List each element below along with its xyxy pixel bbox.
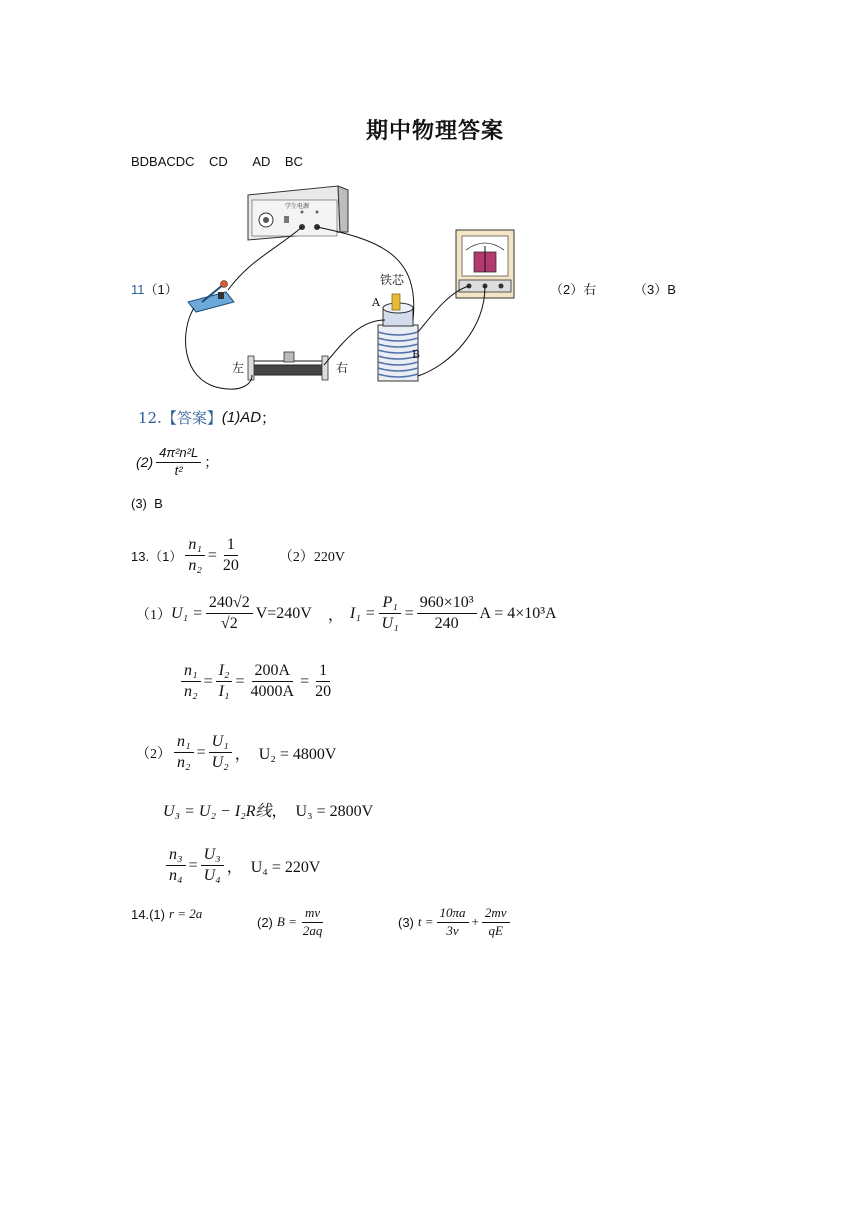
q13-work1-result: V=240V xyxy=(255,604,312,622)
q13-work1-power-fraction xyxy=(379,594,402,634)
q13-work2-turns-numerator: n₁ xyxy=(181,662,201,682)
q13-work2-amp-fraction xyxy=(248,662,298,702)
q13-work5-turns-numerator: n₃ xyxy=(166,846,186,866)
q13-equals: = xyxy=(207,546,217,564)
page-title: 期中物理答案 xyxy=(366,118,505,144)
q13-work4 xyxy=(163,798,373,821)
q12-line2 xyxy=(136,446,218,479)
q13-work1 xyxy=(136,594,557,634)
q13-work4-expression: U₃ = U₂ − I₂R线 xyxy=(163,803,272,820)
q14-part3-plus: + xyxy=(471,914,479,930)
q12-part2-prefix: (2) xyxy=(136,454,154,471)
q14-part3-denominator2: qE xyxy=(488,922,503,938)
q13-work1-value-denominator: 240 xyxy=(434,615,459,633)
q13-ratio-numerator: n₁ xyxy=(185,536,205,556)
q13-work2-amp-numerator: 200A xyxy=(252,662,294,682)
q14-part3-fraction2 xyxy=(482,906,510,939)
q13-work4-result: ， U₃ = 2800V xyxy=(271,803,374,820)
q14-part2-numerator: mv xyxy=(302,906,323,923)
rheostat-right-label: 右 xyxy=(336,361,349,375)
q12-part3: (3) B xyxy=(131,496,163,511)
rheostat-left-label: 左 xyxy=(232,361,245,375)
rheostat-icon xyxy=(232,352,348,380)
q11-number: 11 xyxy=(131,282,145,297)
q13-work1-prefix: （1） xyxy=(136,607,171,623)
q13-work3-turns-numerator: n₁ xyxy=(174,733,194,753)
q14-line xyxy=(131,906,202,922)
q13-work1-power-denominator: U₁ xyxy=(381,615,399,633)
q13-work2-turns-fraction xyxy=(181,662,201,702)
coil-icon xyxy=(371,272,420,381)
q13-work1-power-numerator: P₁ xyxy=(379,594,400,614)
q13-work1-u1: U₁ = xyxy=(171,604,203,622)
q13-work2-ratio-fraction xyxy=(312,662,334,702)
q13-work2-amp-denominator: 4000A xyxy=(250,683,295,701)
q13-work5-voltage-denominator: U₄ xyxy=(203,867,221,885)
q11-part1: （1） xyxy=(144,282,178,297)
q14-part3-numerator1: 10πa xyxy=(437,906,469,923)
q13-work5: $\frac{\text{n₃}}{\text{n₄}}$ = $\frac{\text{U₃}}{\text{U₄}}$ ， U₄ = 220V xyxy=(163,846,320,886)
q13-work1-fraction xyxy=(206,594,253,634)
q12-part2-denominator: t² xyxy=(174,462,183,478)
q14-part2 xyxy=(257,906,328,939)
q14-part1-expression: r = 2a xyxy=(168,906,203,921)
q14-part2-label: (2) xyxy=(257,914,273,930)
q13-work1-numerator: 240√2 xyxy=(206,594,253,614)
q13-work1-equals: = xyxy=(404,604,414,622)
q13-work3-turns-denominator: n₂ xyxy=(177,754,191,772)
q11-part3: （3）B xyxy=(634,282,676,297)
q13-ratio-value-denominator: 20 xyxy=(222,557,239,575)
q11-line xyxy=(131,279,178,298)
q13-work5-voltage-fraction xyxy=(201,846,224,886)
q13-work1-denominator: √2 xyxy=(220,615,238,633)
iron-core-label: 铁芯 xyxy=(380,273,405,287)
q13-work1-current-result: A = 4×10³A xyxy=(479,604,557,622)
q12-part2-fraction xyxy=(156,446,201,479)
q13-work3: （2） $\frac{\text{n₁}}{\text{n₂}}$ = $\frac{\text{U₁}}{\text{U₂}}$ ， U₂ = 4800V xyxy=(136,733,337,772)
q13-work3-voltage-fraction xyxy=(209,733,232,773)
q13-work3-voltage-denominator: U₂ xyxy=(211,754,229,772)
coil-label-b: B xyxy=(412,348,421,361)
q12-line1 xyxy=(138,407,276,428)
q13-work2-current-numerator: I₂ xyxy=(216,662,233,682)
q13-ratio-value-numerator: 1 xyxy=(224,536,238,556)
q12-answer-tag: 【答案】 xyxy=(161,409,222,427)
q14-part1-label: 14.(1) xyxy=(131,906,165,922)
q14-part2-fraction xyxy=(300,906,326,939)
q14-part3-label: (3) xyxy=(398,914,414,930)
q13-work2-ratio-numerator: 1 xyxy=(316,662,330,682)
q13-work5-turns-denominator: n₄ xyxy=(169,867,183,885)
q14-part3-numerator2: 2mv xyxy=(482,906,510,923)
q13-ratio-value xyxy=(220,536,242,576)
q13-work3-prefix: （2） xyxy=(136,746,171,762)
q13-work1-value-fraction xyxy=(417,594,477,634)
q14-part2-denominator: 2aq xyxy=(302,922,323,938)
q13-work2-current-fraction xyxy=(216,662,233,702)
q13-work1-value-numerator: 960×10³ xyxy=(417,594,477,614)
q12-part2-end: ； xyxy=(204,454,219,471)
q13-work3-voltage-numerator: U₁ xyxy=(209,733,232,753)
q13-work5-turns-fraction xyxy=(166,846,186,886)
q13-work2-current-denominator: I₁ xyxy=(218,683,230,701)
q13-work5-voltage-numerator: U₃ xyxy=(201,846,224,866)
q11-part2: （2）右 xyxy=(550,282,597,297)
switch-icon xyxy=(188,281,234,313)
q12-part1: (1)AD xyxy=(221,409,262,426)
circuit-diagram xyxy=(180,180,525,395)
q12-number: 12. xyxy=(138,408,162,427)
multiple-choice-answers: BDBACDC CD AD BC xyxy=(131,154,303,169)
power-supply-icon xyxy=(248,186,348,240)
q13-work5-result: ， U₄ = 220V xyxy=(226,859,321,877)
q13-work2-turns-denominator: n₂ xyxy=(184,683,198,701)
q13-part2: （2）220V xyxy=(278,549,346,565)
q14-part3-denominator1: 3v xyxy=(446,922,459,938)
q13-line1 xyxy=(131,536,345,576)
q14-part3-fraction1 xyxy=(437,906,469,939)
power-supply-label: 学生电源 xyxy=(285,203,310,210)
q13-work2-ratio-denominator: 20 xyxy=(315,683,332,701)
q13-ratio-denominator: n₂ xyxy=(188,557,202,575)
coil-label-a: A xyxy=(372,296,380,309)
q13-work1-i1: I₁ = xyxy=(349,604,376,622)
q12-part2-numerator: 4π²n²L xyxy=(156,446,201,463)
q14-part2-lhs: B = xyxy=(276,914,297,930)
q13-number: 13.（1） xyxy=(131,549,183,565)
q13-work1-separator: ， xyxy=(327,607,344,625)
q13-work3-turns-fraction xyxy=(174,733,194,773)
q13-ratio-fraction xyxy=(185,536,205,576)
q13-work3-result: ， U₂ = 4800V xyxy=(234,746,337,764)
q12-part1-end: ； xyxy=(261,410,277,427)
q13-work2: $\frac{\text{n₁}}{\text{n₂}}$ = $\frac{\text{I₂}}{\text{I₁}}$ = $\frac{200A}{4000A}$ = $\frac{1}{20}$ xyxy=(178,662,337,702)
q14-part3 xyxy=(398,906,513,939)
q14-part3-lhs: t = xyxy=(417,914,434,930)
